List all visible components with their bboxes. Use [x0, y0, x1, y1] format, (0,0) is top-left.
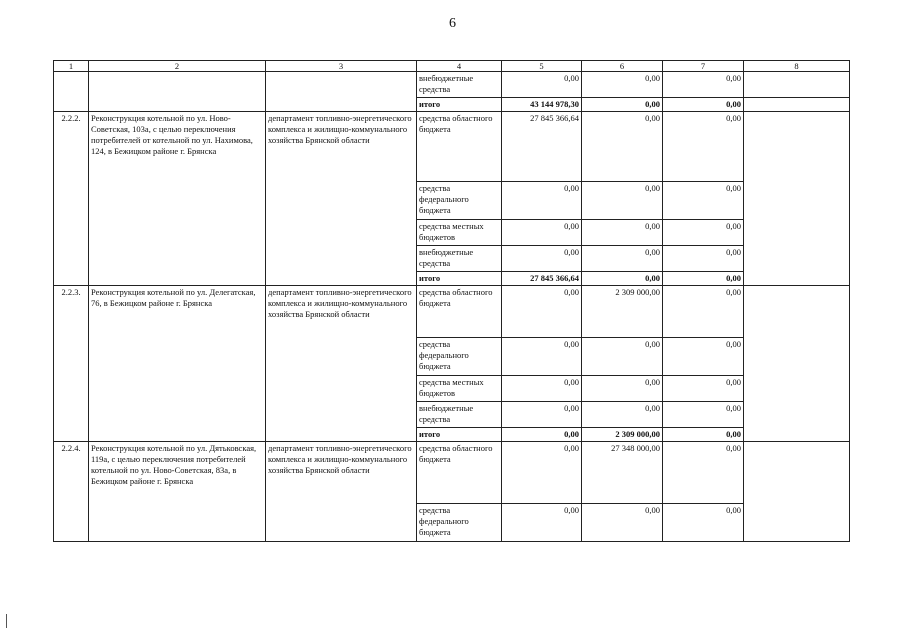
amount-col6: 0,00 — [582, 504, 663, 542]
amount-col5: 0,00 — [502, 376, 582, 402]
amount-col6: 27 348 000,00 — [582, 442, 663, 504]
amount-col6: 0,00 — [582, 402, 663, 428]
scan-edge-mark — [6, 614, 7, 628]
empty-cell — [744, 286, 850, 442]
funding-source: средства федерального бюджета — [417, 504, 502, 542]
funding-source: средства местных бюджетов — [417, 220, 502, 246]
amount-col5: 0,00 — [502, 182, 582, 220]
funding-source: средства областного бюджета — [417, 286, 502, 338]
amount-col5: 0,00 — [502, 72, 582, 98]
header-cell-4: 4 — [417, 61, 502, 72]
amount-col6: 0,00 — [582, 338, 663, 376]
table-row — [54, 72, 850, 98]
amount-col7: 0,00 — [663, 402, 744, 428]
item-executor: департамент топливно-энергетического комплекса и жилищно-коммунального хозяйства Брянской области — [266, 286, 417, 442]
amount-col5: 0,00 — [502, 402, 582, 428]
amount-col7: 0,00 — [663, 428, 744, 442]
amount-col7: 0,00 — [663, 442, 744, 504]
item-name: Реконструкция котельной по ул. Делегатская, 76, в Бежицком районе г. Брянска — [89, 286, 266, 442]
empty-cell — [744, 442, 850, 542]
header-cell-6: 6 — [582, 61, 663, 72]
amount-col6: 0,00 — [582, 376, 663, 402]
funding-source: внебюджетные средства — [417, 246, 502, 272]
item-executor: департамент топливно-энергетического комплекса и жилищно-коммунального хозяйства Брянской области — [266, 442, 417, 542]
page-number: 6 — [449, 16, 456, 31]
amount-col5: 0,00 — [502, 428, 582, 442]
item-code: 2.2.2. — [54, 112, 89, 286]
amount-col5: 0,00 — [502, 338, 582, 376]
budget-table — [53, 60, 850, 542]
amount-col5: 0,00 — [502, 246, 582, 272]
amount-col5: 43 144 978,30 — [502, 98, 582, 112]
amount-col7: 0,00 — [663, 72, 744, 98]
amount-col6: 0,00 — [582, 98, 663, 112]
amount-col7: 0,00 — [663, 98, 744, 112]
funding-source: средства областного бюджета — [417, 442, 502, 504]
amount-col6: 0,00 — [582, 72, 663, 98]
amount-col6: 2 309 000,00 — [582, 286, 663, 338]
amount-col6: 0,00 — [582, 112, 663, 182]
item-name: Реконструкция котельной по ул. Дятьковская, 119а, с целью переключения потребителей котельной по ул. Ново-Советская, 83а, в Бежицком районе г. Брянска — [89, 442, 266, 542]
funding-source: средства местных бюджетов — [417, 376, 502, 402]
amount-col5: 27 845 366,64 — [502, 272, 582, 286]
amount-col5: 0,00 — [502, 220, 582, 246]
item-name: Реконструкция котельной по ул. Ново-Советская, 103а, с целью переключения потребителей от котельной по ул. Нахимова, 124, в Бежицком районе г. Брянска — [89, 112, 266, 286]
amount-col7: 0,00 — [663, 220, 744, 246]
table-row — [54, 112, 850, 182]
header-cell-2: 2 — [89, 61, 266, 72]
item-code: 2.2.3. — [54, 286, 89, 442]
funding-source-total: итого — [417, 428, 502, 442]
amount-col5: 27 845 366,64 — [502, 112, 582, 182]
amount-col5: 0,00 — [502, 504, 582, 542]
amount-col7: 0,00 — [663, 272, 744, 286]
amount-col6: 0,00 — [582, 182, 663, 220]
funding-source: средства федерального бюджета — [417, 182, 502, 220]
funding-source-total: итого — [417, 98, 502, 112]
empty-cell — [266, 72, 417, 112]
amount-col6: 0,00 — [582, 246, 663, 272]
funding-source: внебюджетные средства — [417, 402, 502, 428]
amount-col7: 0,00 — [663, 376, 744, 402]
header-cell-3: 3 — [266, 61, 417, 72]
empty-cell — [744, 112, 850, 286]
empty-cell — [89, 72, 266, 112]
item-executor: департамент топливно-энергетического комплекса и жилищно-коммунального хозяйства Брянской области — [266, 112, 417, 286]
amount-col5: 0,00 — [502, 286, 582, 338]
amount-col7: 0,00 — [663, 112, 744, 182]
funding-source: внебюджетные средства — [417, 72, 502, 98]
empty-cell — [54, 72, 89, 112]
funding-source: средства областного бюджета — [417, 112, 502, 182]
header-cell-1: 1 — [54, 61, 89, 72]
empty-cell — [744, 72, 850, 98]
funding-source-total: итого — [417, 272, 502, 286]
header-cell-8: 8 — [744, 61, 850, 72]
amount-col7: 0,00 — [663, 246, 744, 272]
empty-cell — [744, 98, 850, 112]
amount-col6: 0,00 — [582, 272, 663, 286]
amount-col5: 0,00 — [502, 442, 582, 504]
amount-col7: 0,00 — [663, 504, 744, 542]
amount-col7: 0,00 — [663, 286, 744, 338]
header-row — [54, 61, 850, 72]
item-code: 2.2.4. — [54, 442, 89, 542]
amount-col6: 0,00 — [582, 220, 663, 246]
table-row — [54, 442, 850, 504]
header-cell-5: 5 — [502, 61, 582, 72]
funding-source: средства федерального бюджета — [417, 338, 502, 376]
table-row — [54, 286, 850, 338]
amount-col7: 0,00 — [663, 182, 744, 220]
amount-col6: 2 309 000,00 — [582, 428, 663, 442]
amount-col7: 0,00 — [663, 338, 744, 376]
header-cell-7: 7 — [663, 61, 744, 72]
